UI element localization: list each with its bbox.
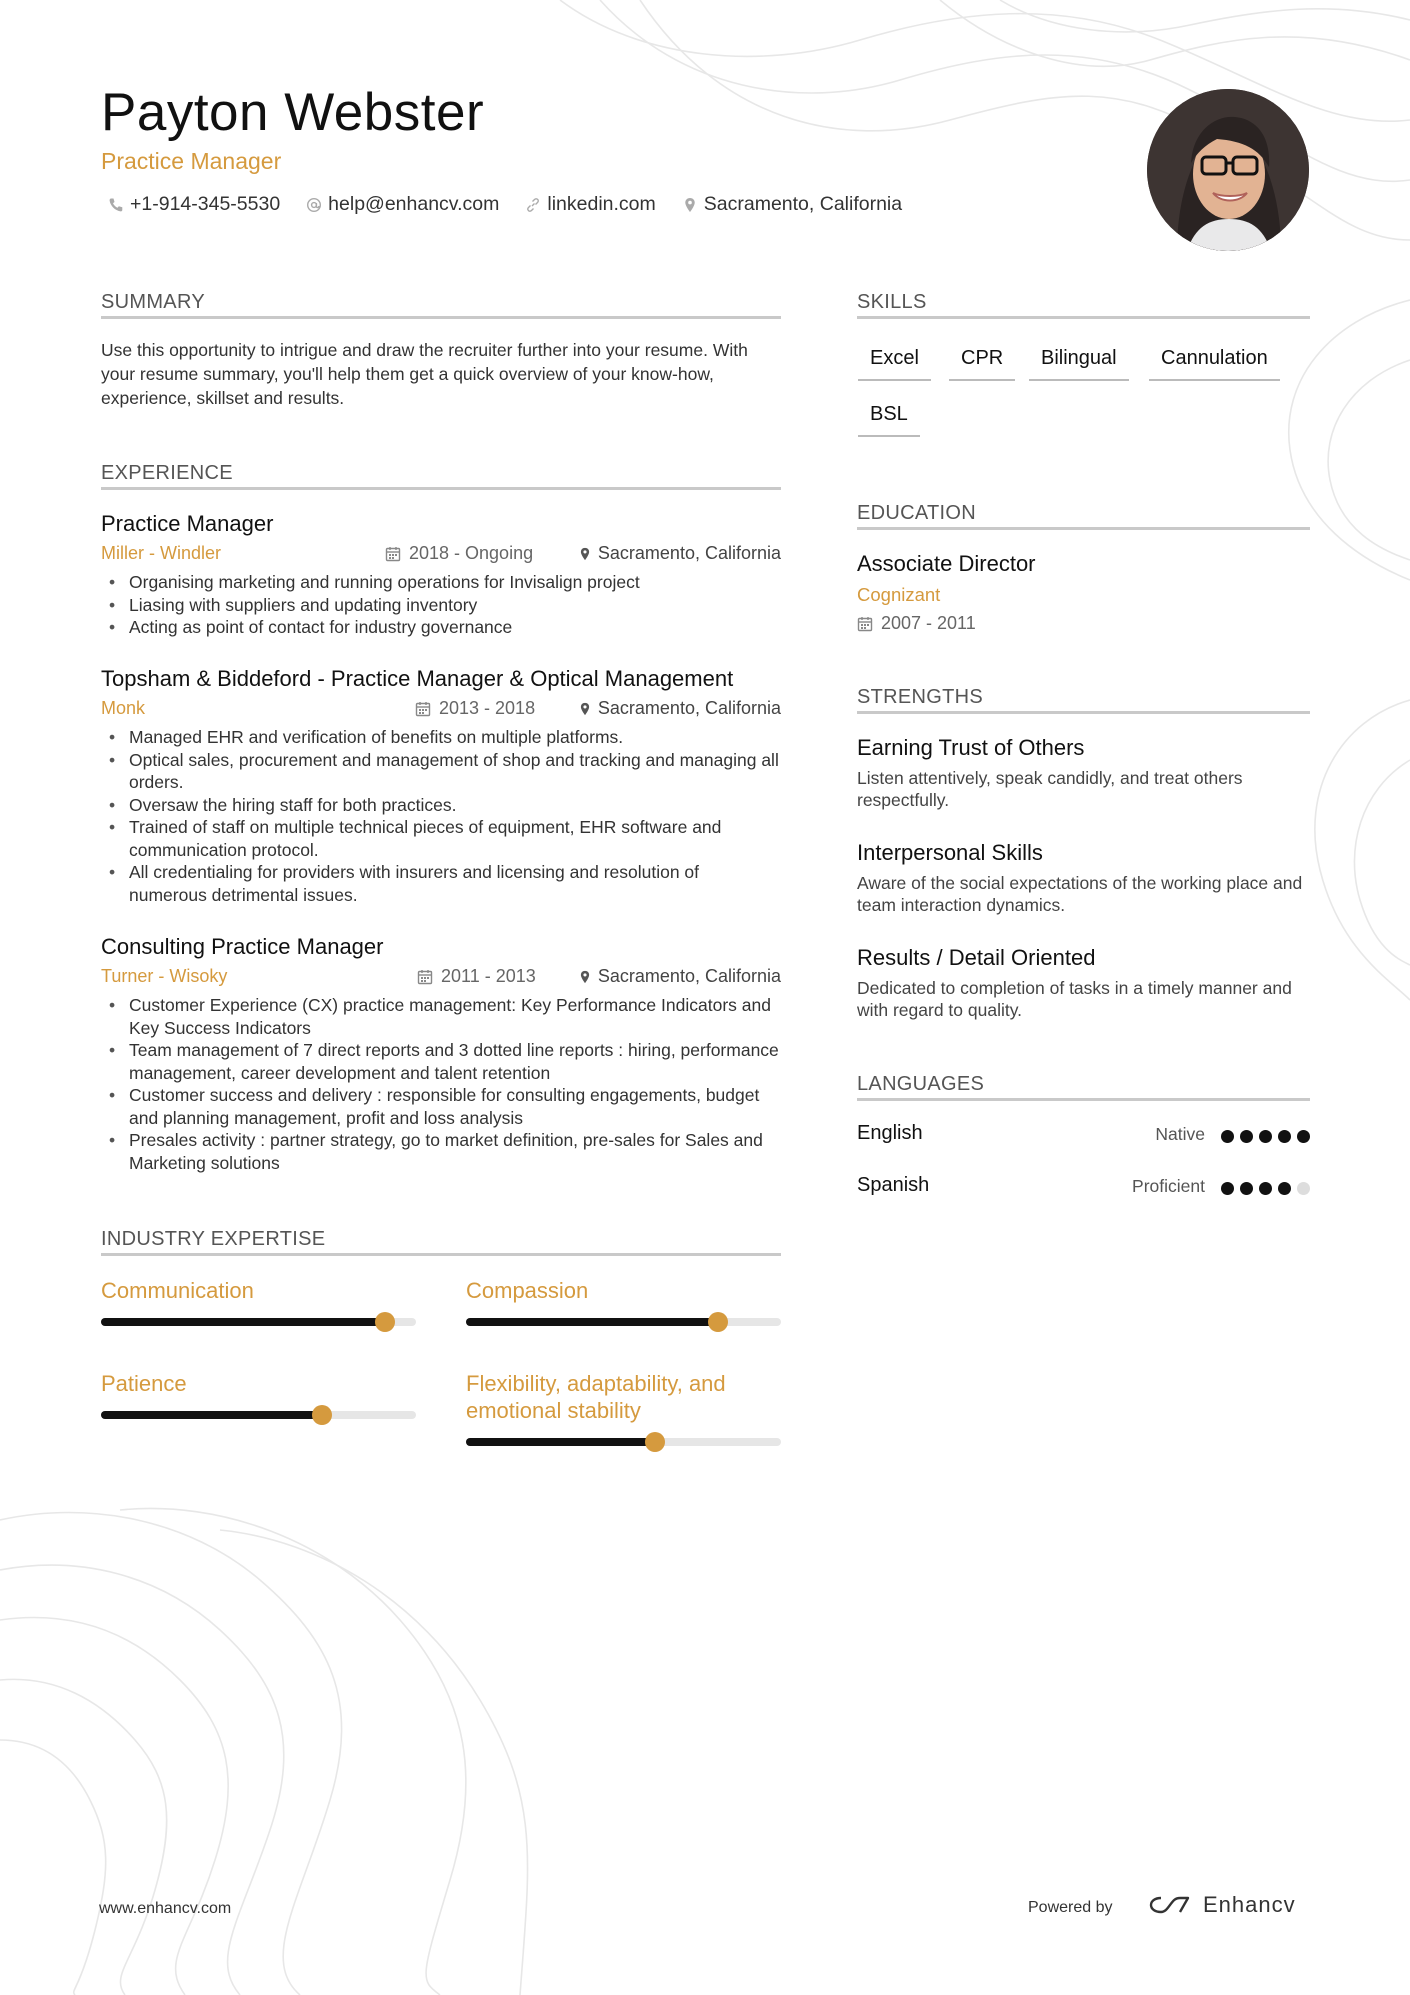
language-name: Spanish bbox=[857, 1174, 930, 1196]
phone-text: +1-914-345-5530 bbox=[130, 193, 281, 215]
job-dates-text: 2018 - Ongoing bbox=[409, 543, 534, 563]
job-location bbox=[578, 966, 781, 987]
calendar-icon bbox=[385, 546, 401, 562]
language-level: Proficient bbox=[1132, 1176, 1205, 1196]
bullet-item: • Managed EHR and verification of benefits on multiple platforms. bbox=[129, 726, 781, 749]
skill-tag: Cannulation bbox=[1149, 347, 1280, 381]
job-title: Consulting Practice Manager bbox=[101, 934, 384, 959]
language-dots bbox=[1221, 1182, 1310, 1195]
strength-title: Interpersonal Skills bbox=[857, 840, 1043, 865]
expertise-bar-knob bbox=[708, 1312, 728, 1332]
company-name: Miller - Windler bbox=[101, 543, 222, 563]
education-school: Cognizant bbox=[857, 584, 941, 605]
strengths-divider bbox=[857, 711, 1310, 714]
strengths-heading: STRENGTHS bbox=[857, 686, 984, 708]
expertise-divider bbox=[101, 1253, 781, 1256]
location-pin-icon bbox=[578, 546, 592, 562]
contact-bar bbox=[108, 193, 902, 216]
expertise-item bbox=[466, 1277, 781, 1326]
expertise-label: Flexibility, adaptability, and emotional stability bbox=[466, 1371, 726, 1423]
bullet-item: • Customer success and delivery : responsible for consulting engagements, budget and planning management, profit and loss analysis bbox=[129, 1084, 781, 1129]
level-dot-filled bbox=[1240, 1130, 1253, 1143]
skills-heading: SKILLS bbox=[857, 291, 927, 313]
location-pin-icon bbox=[578, 701, 592, 717]
calendar-icon bbox=[415, 701, 431, 717]
phone-icon bbox=[108, 197, 124, 213]
summary-heading: SUMMARY bbox=[101, 291, 205, 313]
experience-entry bbox=[101, 511, 781, 639]
level-dot-filled bbox=[1259, 1130, 1272, 1143]
contact-phone[interactable] bbox=[108, 193, 280, 216]
skill-tag: CPR bbox=[949, 347, 1015, 381]
experience-entry bbox=[101, 666, 781, 906]
level-dot-filled bbox=[1221, 1130, 1234, 1143]
experience-entry bbox=[101, 934, 781, 1174]
expertise-bar bbox=[466, 1438, 781, 1446]
strength-item bbox=[857, 735, 1317, 811]
bullet-item: • Oversaw the hiring staff for both practices. bbox=[129, 794, 781, 817]
brand-logo[interactable] bbox=[1147, 1892, 1296, 1918]
level-dot-filled bbox=[1240, 1182, 1253, 1195]
bullet-item: • Team management of 7 direct reports and 3 dotted line reports : hiring, performance management, career development and talent retention bbox=[129, 1039, 781, 1084]
languages-divider bbox=[857, 1098, 1310, 1101]
location-text: Sacramento, California bbox=[703, 193, 903, 215]
contact-linkedin[interactable] bbox=[525, 193, 655, 216]
bullet-item: • All credentialing for providers with insurers and licensing and resolution of numerous detrimental issues. bbox=[129, 861, 781, 906]
bullet-item: • Trained of staff on multiple technical pieces of equipment, EHR software and communication protocol. bbox=[129, 816, 781, 861]
skills-divider bbox=[857, 316, 1310, 319]
job-title: Practice Manager bbox=[101, 511, 274, 536]
bullet-item: • Organising marketing and running operations for Invisalign project bbox=[129, 571, 781, 594]
contact-location bbox=[682, 193, 902, 216]
footer-url[interactable]: www.enhancv.com bbox=[99, 1900, 232, 1917]
link-icon bbox=[525, 197, 541, 213]
summary-text: Use this opportunity to intrigue and draw the recruiter further into your resume. With your resume summary, you'll help them get a quick overview of your know-how, experience, skillset and results. bbox=[101, 340, 748, 408]
job-location-text: Sacramento, California bbox=[597, 543, 781, 563]
experience-divider bbox=[101, 487, 781, 490]
location-pin-icon bbox=[578, 969, 592, 985]
strength-description: Listen attentively, speak candidly, and treat others respectfully. bbox=[857, 768, 1243, 810]
bullet-item: • Customer Experience (CX) practice management: Key Performance Indicators and Key Success Indicators bbox=[129, 994, 781, 1039]
education-dates bbox=[857, 613, 976, 634]
expertise-bar-knob bbox=[375, 1312, 395, 1332]
level-dot-filled bbox=[1278, 1130, 1291, 1143]
expertise-bar-knob bbox=[645, 1432, 665, 1452]
language-item bbox=[857, 1174, 1310, 1204]
experience-heading: EXPERIENCE bbox=[101, 462, 233, 484]
bullet-item: • Presales activity : partner strategy, go to market definition, pre-sales for Sales and Marketing solutions bbox=[129, 1129, 781, 1174]
expertise-bar-fill bbox=[101, 1411, 322, 1419]
job-dates bbox=[415, 698, 535, 719]
expertise-bar-knob bbox=[312, 1405, 332, 1425]
level-dot-empty bbox=[1297, 1182, 1310, 1195]
expertise-bar bbox=[466, 1318, 781, 1326]
candidate-title: Practice Manager bbox=[101, 148, 282, 174]
expertise-label: Patience bbox=[101, 1371, 187, 1396]
strength-item bbox=[857, 945, 1317, 1021]
expertise-bar bbox=[101, 1411, 416, 1419]
level-dot-filled bbox=[1278, 1182, 1291, 1195]
education-divider bbox=[857, 527, 1310, 530]
expertise-bar bbox=[101, 1318, 416, 1326]
education-dates-text: 2007 - 2011 bbox=[881, 613, 976, 633]
job-location bbox=[578, 543, 781, 564]
job-dates bbox=[385, 543, 533, 564]
candidate-name: Payton Webster bbox=[101, 83, 485, 142]
strength-item bbox=[857, 840, 1317, 916]
email-text: help@enhancv.com bbox=[328, 193, 500, 215]
language-dots bbox=[1221, 1130, 1310, 1143]
company-name: Turner - Wisoky bbox=[101, 966, 228, 986]
job-bullets bbox=[101, 726, 781, 906]
strength-description: Aware of the social expectations of the working place and team interaction dynamics. bbox=[857, 873, 1303, 915]
company-name: Monk bbox=[101, 698, 146, 718]
job-dates bbox=[417, 966, 536, 987]
expertise-bar-fill bbox=[466, 1318, 718, 1326]
bullet-item: • Optical sales, procurement and management of shop and tracking and managing all orders. bbox=[129, 749, 781, 794]
at-icon bbox=[306, 197, 322, 213]
expertise-heading: INDUSTRY EXPERTISE bbox=[101, 1228, 326, 1250]
languages-heading: LANGUAGES bbox=[857, 1073, 985, 1095]
education-heading: EDUCATION bbox=[857, 502, 976, 524]
skill-tag: BSL bbox=[858, 403, 920, 437]
job-dates-text: 2013 - 2018 bbox=[439, 698, 536, 718]
bullet-item: • Liasing with suppliers and updating inventory bbox=[129, 594, 781, 617]
job-dates-text: 2011 - 2013 bbox=[441, 966, 536, 986]
expertise-bar-fill bbox=[466, 1438, 655, 1446]
profile-photo bbox=[1147, 89, 1309, 251]
education-degree: Associate Director bbox=[857, 551, 1036, 576]
powered-by-label: Powered by bbox=[1028, 1899, 1113, 1916]
language-item bbox=[857, 1122, 1310, 1152]
bullet-item: • Acting as point of contact for industry governance bbox=[129, 616, 781, 639]
summary-divider bbox=[101, 316, 781, 319]
calendar-icon bbox=[417, 969, 433, 985]
strength-title: Results / Detail Oriented bbox=[857, 945, 1096, 970]
location-pin-icon bbox=[682, 197, 698, 213]
language-level: Native bbox=[1155, 1124, 1205, 1144]
level-dot-filled bbox=[1259, 1182, 1272, 1195]
strength-description: Dedicated to completion of tasks in a timely manner and with regard to quality. bbox=[857, 978, 1292, 1020]
job-location bbox=[578, 698, 781, 719]
enhancv-logo-icon bbox=[1147, 1893, 1193, 1917]
contact-email[interactable] bbox=[306, 193, 499, 216]
job-title: Topsham & Biddeford - Practice Manager & Optical Management bbox=[101, 666, 734, 691]
calendar-icon bbox=[857, 616, 873, 632]
expertise-item bbox=[101, 1370, 416, 1419]
brand-name: Enhancv bbox=[1203, 1892, 1296, 1917]
expertise-label: Communication bbox=[101, 1278, 254, 1303]
job-bullets bbox=[101, 571, 781, 639]
job-bullets bbox=[101, 994, 781, 1174]
expertise-item bbox=[101, 1277, 416, 1326]
strength-title: Earning Trust of Others bbox=[857, 735, 1085, 760]
skill-tag: Bilingual bbox=[1029, 347, 1129, 381]
job-location-text: Sacramento, California bbox=[597, 698, 781, 718]
skill-tag: Excel bbox=[858, 347, 931, 381]
linkedin-text: linkedin.com bbox=[547, 193, 656, 215]
expertise-label: Compassion bbox=[466, 1278, 589, 1303]
language-name: English bbox=[857, 1122, 923, 1144]
level-dot-filled bbox=[1297, 1130, 1310, 1143]
job-location-text: Sacramento, California bbox=[597, 966, 781, 986]
level-dot-filled bbox=[1221, 1182, 1234, 1195]
expertise-bar-fill bbox=[101, 1318, 385, 1326]
expertise-item bbox=[466, 1370, 781, 1446]
